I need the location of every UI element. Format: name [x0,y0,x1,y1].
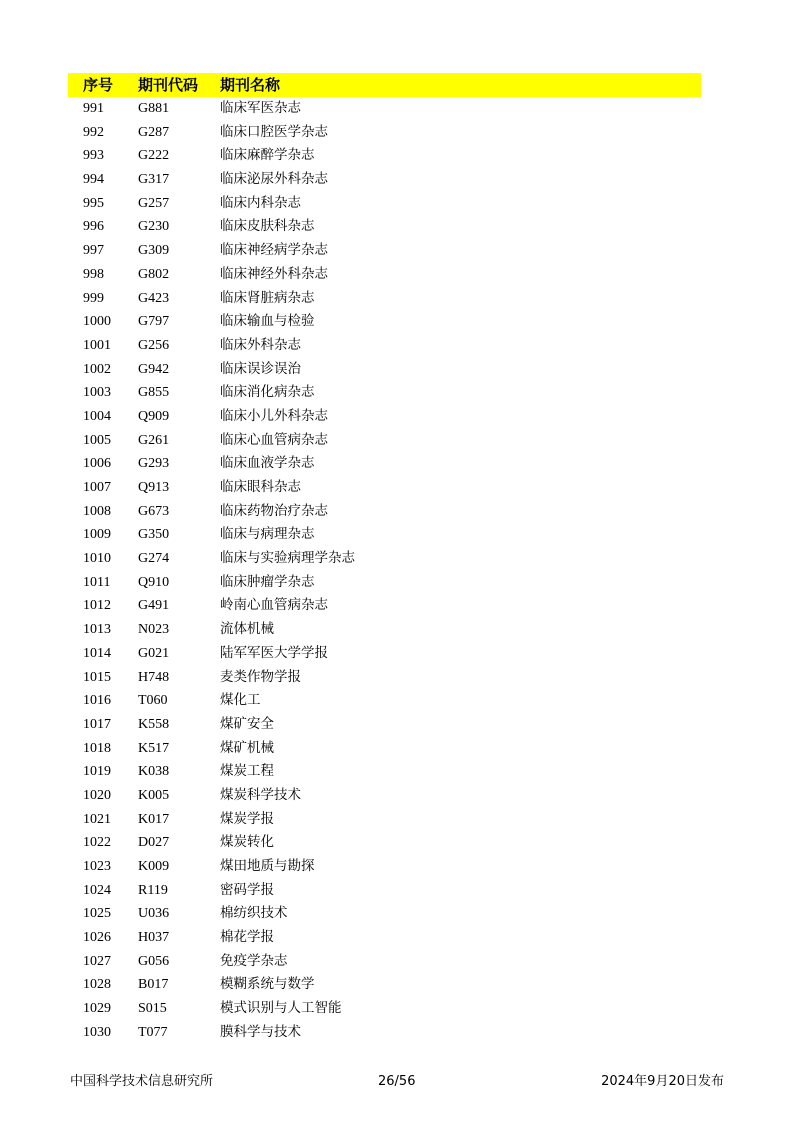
row-journal-code: G423 [138,290,170,306]
row-journal-name: 临床与病理杂志 [220,526,315,543]
row-serial-number: 1005 [83,432,111,448]
row-journal-name: 棉花学报 [220,929,274,946]
row-serial-number: 995 [83,195,104,211]
row-journal-name: 煤炭学报 [220,810,274,827]
row-journal-name: 模糊系统与数学 [220,976,315,993]
row-journal-name: 棉纺织技术 [220,905,288,922]
header-serial-number: 序号 [83,76,114,94]
row-serial-number: 1015 [83,669,111,685]
table-row [68,926,701,950]
row-serial-number: 1019 [83,764,111,780]
table-row [68,808,701,832]
header-journal-code: 期刊代码 [138,76,199,94]
row-journal-code: G222 [138,148,170,164]
table-row [68,523,701,547]
row-serial-number: 1026 [83,930,111,946]
row-journal-name: 临床消化病杂志 [220,384,315,401]
table-row [68,239,701,263]
row-serial-number: 1022 [83,835,111,851]
row-journal-name: 煤化工 [220,692,261,709]
row-journal-code: G293 [138,456,170,472]
row-journal-code: K038 [138,764,170,780]
row-journal-name: 密码学报 [220,881,274,898]
row-journal-name: 临床神经外科杂志 [220,265,328,282]
row-serial-number: 999 [83,290,104,306]
header-journal-name: 期刊名称 [220,76,281,94]
row-journal-name: 陆军军医大学学报 [220,644,328,661]
row-serial-number: 997 [83,243,104,259]
row-serial-number: 1011 [83,574,111,590]
table-row [68,737,701,761]
row-journal-name: 临床麻醉学杂志 [220,147,315,164]
table-row [68,831,701,855]
row-serial-number: 1013 [83,622,111,638]
table-row [68,358,701,382]
table-row [68,476,701,500]
row-journal-name: 临床输血与检验 [220,313,315,330]
row-journal-name: 临床与实验病理学杂志 [220,550,355,567]
row-journal-name: 煤矿机械 [220,739,274,756]
row-serial-number: 1018 [83,740,111,756]
row-journal-code: K009 [138,859,170,874]
row-journal-code: G287 [138,124,170,140]
table-row [68,760,701,784]
table-row [68,381,701,405]
row-journal-code: G317 [138,172,170,188]
row-journal-name: 免疫学杂志 [220,952,288,969]
table-header [68,73,701,97]
row-serial-number: 992 [83,124,104,140]
row-serial-number: 1009 [83,527,111,543]
row-journal-name: 临床肾脏病杂志 [220,289,315,306]
table-row [68,192,701,216]
row-serial-number: 991 [83,101,104,116]
table-row [68,855,701,879]
row-journal-name: 临床眼科杂志 [220,479,301,495]
table-row [68,144,701,168]
row-journal-code: G309 [138,243,170,259]
row-journal-code: G350 [138,527,170,543]
row-serial-number: 1028 [83,977,111,993]
row-serial-number: 1024 [83,882,111,898]
row-serial-number: 1012 [83,598,111,614]
table-row [68,405,701,429]
row-journal-name: 麦类作物学报 [220,668,301,685]
table-row [68,666,701,690]
row-journal-name: 临床内科杂志 [220,194,301,211]
row-serial-number: 1004 [83,408,111,424]
table-row [68,263,701,287]
row-serial-number: 1027 [83,953,111,969]
row-journal-name: 临床神经病学杂志 [220,242,328,259]
row-serial-number: 1010 [83,551,111,567]
row-journal-code: G673 [138,503,170,519]
table-row [68,713,701,737]
row-journal-code: K005 [138,787,170,803]
table-body [68,97,701,1045]
row-journal-name: 临床心血管病杂志 [220,431,328,448]
table-row [68,452,701,476]
row-journal-name: 膜科学与技术 [220,1023,301,1040]
row-journal-code: Q910 [138,574,170,590]
row-journal-code: G056 [138,953,170,969]
row-journal-code: G274 [138,551,170,567]
row-journal-name: 临床肿瘤学杂志 [220,573,315,590]
row-serial-number: 1006 [83,456,111,472]
row-journal-code: H037 [138,930,170,946]
page-footer [0,1072,794,1092]
row-journal-code: S015 [138,1001,167,1017]
row-journal-name: 煤炭工程 [220,763,274,780]
row-journal-code: G256 [138,337,170,353]
table-row [68,334,701,358]
row-journal-code: G230 [138,219,170,235]
row-journal-code: B017 [138,977,169,993]
row-journal-name: 流体机械 [220,621,274,638]
row-journal-code: T077 [138,1024,168,1040]
table-row [68,618,701,642]
table-row [68,879,701,903]
row-journal-name: 临床药物治疗杂志 [220,502,328,519]
table-row [68,97,701,121]
table-row [68,997,701,1021]
row-journal-code: G942 [138,361,170,377]
table-row [68,973,701,997]
row-journal-name: 临床口腔医学杂志 [220,123,328,140]
row-serial-number: 993 [83,148,104,164]
table-row [68,784,701,808]
row-journal-name: 临床血液学杂志 [220,455,315,472]
table-row [68,689,701,713]
row-serial-number: 998 [83,266,104,282]
row-journal-code: G261 [138,432,170,448]
footer-date: 2024年9月20日发布 [601,1074,724,1089]
row-journal-code: G802 [138,266,170,282]
row-serial-number: 1014 [83,645,111,661]
footer-publisher: 中国科学技术信息研究所 [70,1074,214,1089]
table-row [68,547,701,571]
row-serial-number: 1023 [83,859,111,874]
row-journal-name: 煤田地质与勘探 [220,858,315,874]
row-journal-name: 临床外科杂志 [220,336,301,353]
table-row [68,121,701,145]
row-journal-code: U036 [138,906,170,922]
row-journal-code: H748 [138,669,170,685]
row-serial-number: 994 [83,172,104,188]
row-journal-code: G491 [138,598,170,614]
row-serial-number: 1020 [83,787,111,803]
row-serial-number: 1030 [83,1024,111,1040]
row-journal-name: 临床误诊误治 [220,360,301,377]
row-serial-number: 1017 [83,716,111,732]
row-journal-name: 临床泌尿外科杂志 [220,171,328,188]
table-row [68,594,701,618]
row-serial-number: 1003 [83,385,111,401]
row-journal-code: G881 [138,101,170,116]
row-journal-name: 煤矿安全 [220,715,274,732]
row-serial-number: 1001 [83,337,111,353]
row-serial-number: 996 [83,219,104,235]
row-serial-number: 1021 [83,811,111,827]
row-journal-code: G797 [138,314,170,330]
table-row [68,310,701,334]
row-journal-code: R119 [138,882,168,898]
row-journal-name: 临床皮肤科杂志 [220,218,315,235]
row-journal-code: G257 [138,195,170,211]
row-journal-code: T060 [138,693,168,709]
table-row [68,950,701,974]
row-journal-name: 临床军医杂志 [220,100,301,116]
table-row [68,642,701,666]
row-serial-number: 1008 [83,503,111,519]
table-row [68,1021,701,1045]
table-row [68,168,701,192]
row-journal-code: K558 [138,716,170,732]
row-journal-name: 模式识别与人工智能 [220,1000,342,1017]
row-journal-code: D027 [138,835,170,851]
row-serial-number: 1016 [83,693,111,709]
table-row [68,902,701,926]
row-journal-name: 临床小儿外科杂志 [220,407,328,424]
row-journal-code: G021 [138,645,170,661]
row-serial-number: 1000 [83,314,111,330]
row-journal-code: G855 [138,385,170,401]
table-row [68,500,701,524]
row-journal-code: N023 [138,622,170,638]
row-journal-code: K017 [138,811,170,827]
footer-page-number: 26/56 [378,1074,416,1089]
row-serial-number: 1002 [83,361,111,377]
table-row [68,571,701,595]
table-row [68,287,701,311]
row-journal-name: 岭南心血管病杂志 [220,597,328,614]
row-serial-number: 1029 [83,1001,111,1017]
row-journal-code: K517 [138,740,170,756]
table-row [68,215,701,239]
row-journal-code: Q909 [138,408,170,424]
row-journal-name: 煤炭转化 [220,834,274,851]
table-row [68,429,701,453]
row-journal-code: Q913 [138,480,170,495]
row-journal-name: 煤炭科学技术 [220,786,301,803]
row-serial-number: 1025 [83,906,111,922]
row-serial-number: 1007 [83,480,111,495]
